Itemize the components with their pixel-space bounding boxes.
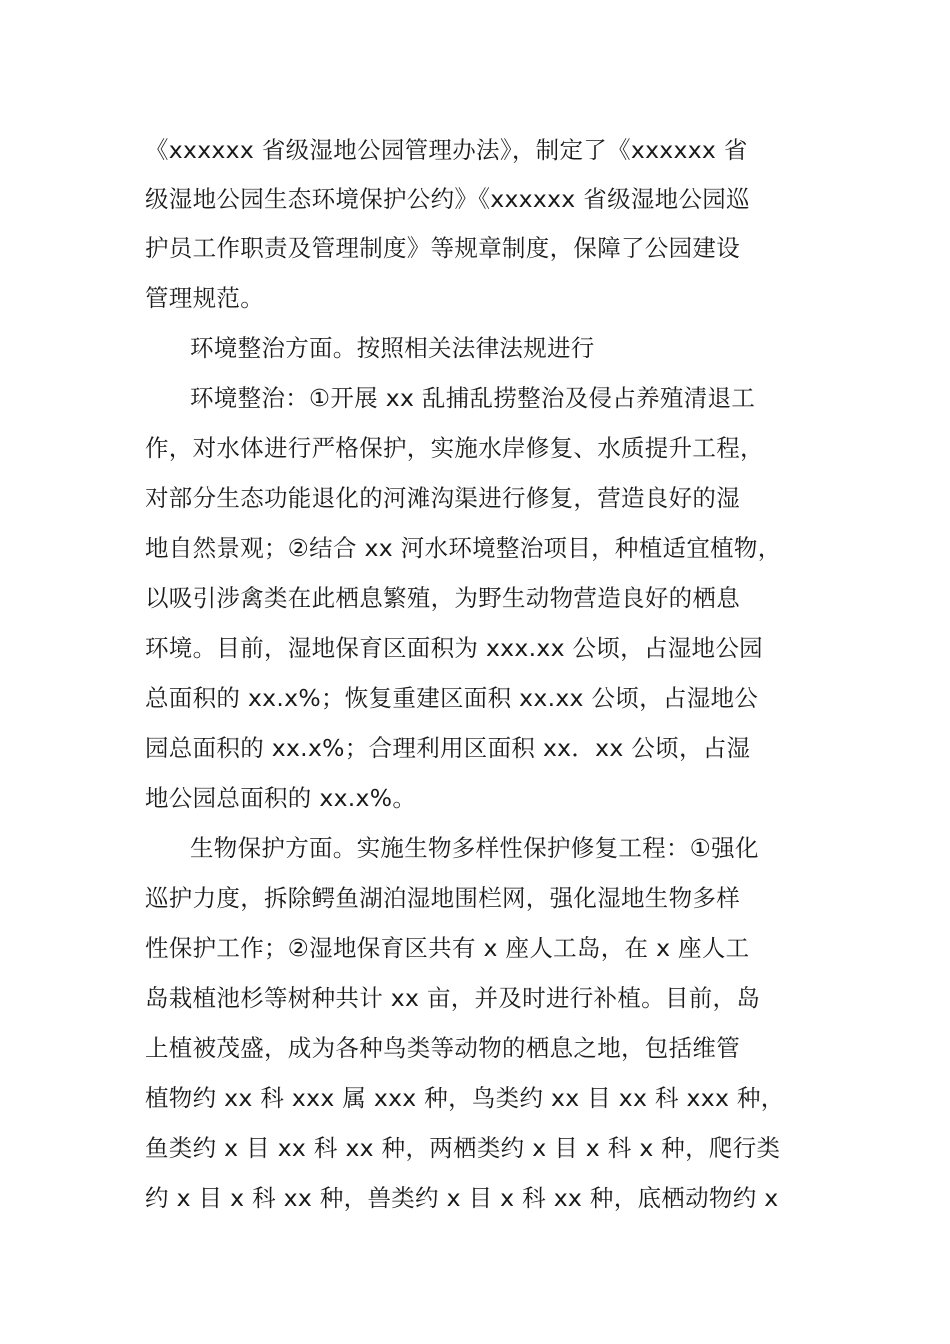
text-line: 园总面积的 xx.x%；合理利用区面积 xx．xx 公顷，占湿	[145, 734, 751, 762]
text-line: 地自然景观；②结合 xx 河水环境整治项目，种植适宜植物，	[145, 534, 782, 562]
text-line: 上植被茂盛，成为各种鸟类等动物的栖息之地，包括维管	[145, 1034, 740, 1062]
text-line: 巡护力度，拆除鳄鱼湖泊湿地围栏网，强化湿地生物多样	[145, 884, 740, 912]
text-line: 鱼类约 x 目 xx 科 xx 种，两栖类约 x 目 x 科 x 种，爬行类	[145, 1134, 781, 1162]
text-line: 地公园总面积的 xx.x%。	[145, 784, 417, 812]
paragraph-start-line: 生物保护方面。实施生物多样性保护修复工程：①强化	[190, 834, 759, 862]
text-line: 植物约 xx 科 xxx 属 xxx 种，鸟类约 xx 目 xx 科 xxx 种，	[145, 1084, 785, 1112]
text-line: 以吸引涉禽类在此栖息繁殖，为野生动物营造良好的栖息	[145, 584, 740, 612]
paragraph-start-line: 环境整治方面。按照相关法律法规进行	[190, 334, 595, 362]
text-line: 《xxxxxx 省级湿地公园管理办法》，制定了《xxxxxx 省	[145, 136, 748, 164]
text-line: 级湿地公园生态环境保护公约》《xxxxxx 省级湿地公园巡	[145, 185, 750, 213]
text-line: 岛栽植池杉等树种共计 xx 亩，并及时进行补植。目前，岛	[145, 984, 761, 1012]
text-line: 环境。目前，湿地保育区面积为 xxx.xx 公顷，占湿地公园	[145, 634, 763, 662]
text-line: 性保护工作；②湿地保育区共有 x 座人工岛，在 x 座人工	[145, 934, 750, 962]
text-line: 总面积的 xx.x%；恢复重建区面积 xx.xx 公顷，占湿地公	[145, 684, 759, 712]
text-line: 作，对水体进行严格保护，实施水岸修复、水质提升工程，	[145, 434, 764, 462]
paragraph-start-line: 环境整治：①开展 xx 乱捕乱捞整治及侵占养殖清退工	[190, 384, 756, 412]
text-line: 护员工作职责及管理制度》等规章制度，保障了公园建设	[145, 234, 740, 262]
text-line: 约 x 目 x 科 xx 种，兽类约 x 目 x 科 xx 种，底栖动物约 x	[145, 1184, 779, 1212]
text-line: 对部分生态功能退化的河滩沟渠进行修复，营造良好的湿	[145, 484, 740, 512]
text-line: 管理规范。	[145, 284, 264, 312]
